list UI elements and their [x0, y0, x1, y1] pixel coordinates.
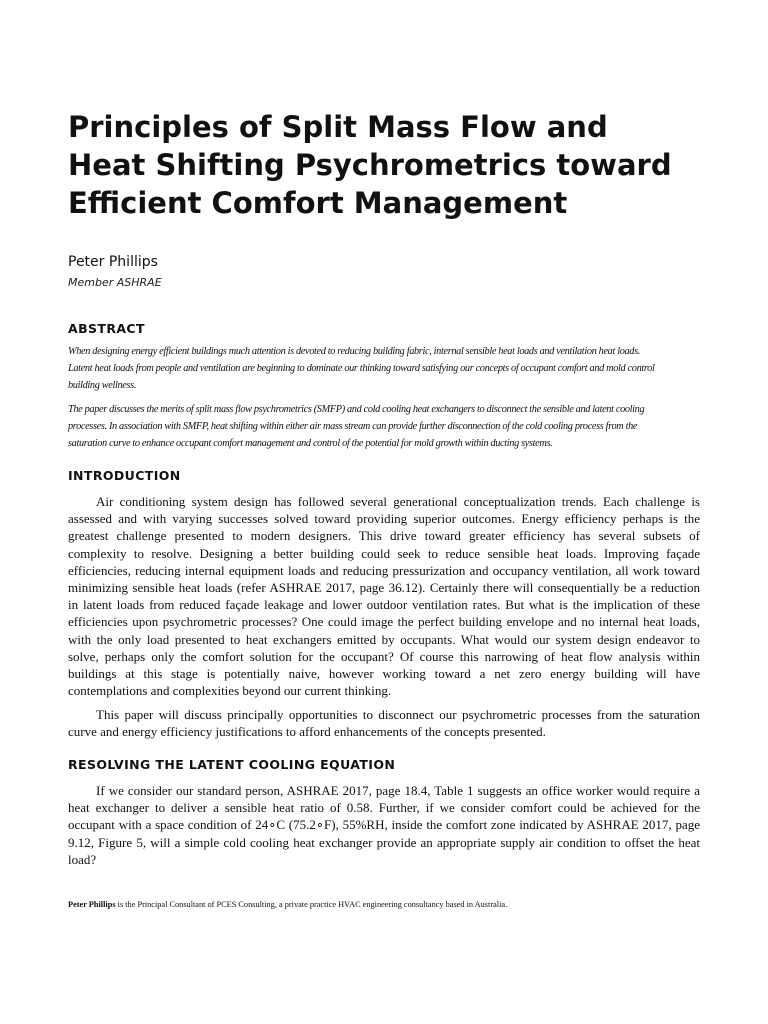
body-line: assessed and with varying successes solved toward providing superior outcomes. Energy efficiency perhaps is the — [68, 511, 700, 527]
footnote-text: is the Principal Consultant of PCES Consulting, a private practice HVAC engineering consultancy based in Australia. — [115, 900, 508, 909]
body-line: load? — [68, 851, 97, 867]
introduction-paragraph-2 — [68, 706, 700, 740]
body-line: contemplations and complexities beyond our current thinking. — [68, 683, 392, 699]
introduction-heading: INTRODUCTION — [68, 468, 181, 483]
body-line: complexity to resolve. Designing a better building could seek to reduce sensible heat loads. Improving façade — [68, 545, 700, 561]
introduction-paragraph-1 — [68, 493, 700, 699]
abstract-paragraph-1 — [68, 343, 700, 394]
body-line: 9.12, Figure 5, will a simple cold cooling heat exchanger provide an appropriate supply air condition to offset the heat — [68, 834, 700, 850]
abstract-line: saturation curve to enhance occupant comfort management and control of the potential for mold growth within ducting systems. — [68, 438, 553, 449]
title-line: Heat Shifting Psychrometrics toward — [68, 148, 672, 182]
body-line: with the only load presented to heat exchangers emitted by occupants. What would our system design endeavor to — [68, 631, 700, 647]
abstract-line: Latent heat loads from people and ventilation are beginning to dominate our thinking toward satisfying our concepts of occupant comfort and mold control — [68, 363, 655, 374]
author-footnote — [68, 900, 507, 909]
body-line: efficiencies upon psychrometric processes? One could image the perfect building envelope and no internal heat loads, — [68, 614, 700, 630]
body-line: solve, perhaps only the comfort solution for the occupant? Of course this narrowing of heat flow analysis within — [68, 648, 700, 664]
body-line: If we consider our standard person, ASHRAE 2017, page 18.4, Table 1 suggests an office worker would require a — [96, 783, 700, 798]
body-line: buildings at this stage is potentially naive, however working toward a net zero energy building will have — [68, 666, 700, 682]
body-line: Air conditioning system design has followed several generational conceptualization trends. Each challenge is — [96, 494, 700, 509]
abstract-line: processes. In association with SMFP, heat shifting within either air mass stream can provide further disconnection of the cold cooling process from the — [68, 421, 638, 432]
body-line: efficiencies, reducing internal equipment loads and reducing pressurization and occupancy ventilation, all work toward — [68, 562, 700, 578]
paper-title — [68, 108, 708, 222]
footnote-author-name: Peter Phillips — [68, 900, 116, 909]
abstract-line: The paper discusses the merits of split mass flow psychrometrics (SMFP) and cold cooling heat exchangers to disconnect the sensible and latent cooling — [68, 404, 645, 415]
abstract-heading: ABSTRACT — [68, 321, 145, 336]
latent-cooling-heading: RESOLVING THE LATENT COOLING EQUATION — [68, 757, 396, 772]
latent-cooling-paragraph-1 — [68, 782, 700, 868]
title-line: Principles of Split Mass Flow and — [68, 110, 608, 144]
author-name: Peter Phillips — [68, 254, 158, 270]
body-line: curve and energy efficiency justifications to afford enhancements of the concepts presented. — [68, 724, 546, 740]
body-line: occupant with a space condition of 24∘C (75.2∘F), 55%RH, inside the comfort zone indicated by ASHRAE 2017, page — [68, 817, 700, 833]
body-line: greatest challenge presented to modern designers. This drive toward greater efficiency has several subsets of — [68, 528, 700, 544]
abstract-line: building wellness. — [68, 380, 137, 391]
abstract-line: When designing energy efficient buildings much attention is devoted to reducing building fabric, internal sensible heat loads and ventilation heat loads. — [68, 346, 640, 357]
abstract-paragraph-2 — [68, 401, 700, 452]
body-line: heat exchanger to deliver a sensible heat ratio of 0.58. Further, if we consider comfort could be achieved for the — [68, 800, 700, 816]
body-line: in latent loads from reduced façade leakage and lower outdoor ventilation rates. But what is the implication of these — [68, 597, 700, 613]
author-affiliation: Member ASHRAE — [68, 276, 162, 289]
title-line: Efficient Comfort Management — [68, 186, 568, 220]
body-line: minimizing sensible heat loads (refer ASHRAE 2017, page 36.12). Certainly there will consequentially be a reduction — [68, 580, 700, 596]
body-line: This paper will discuss principally opportunities to disconnect our psychrometric processes from the saturation — [96, 707, 700, 722]
